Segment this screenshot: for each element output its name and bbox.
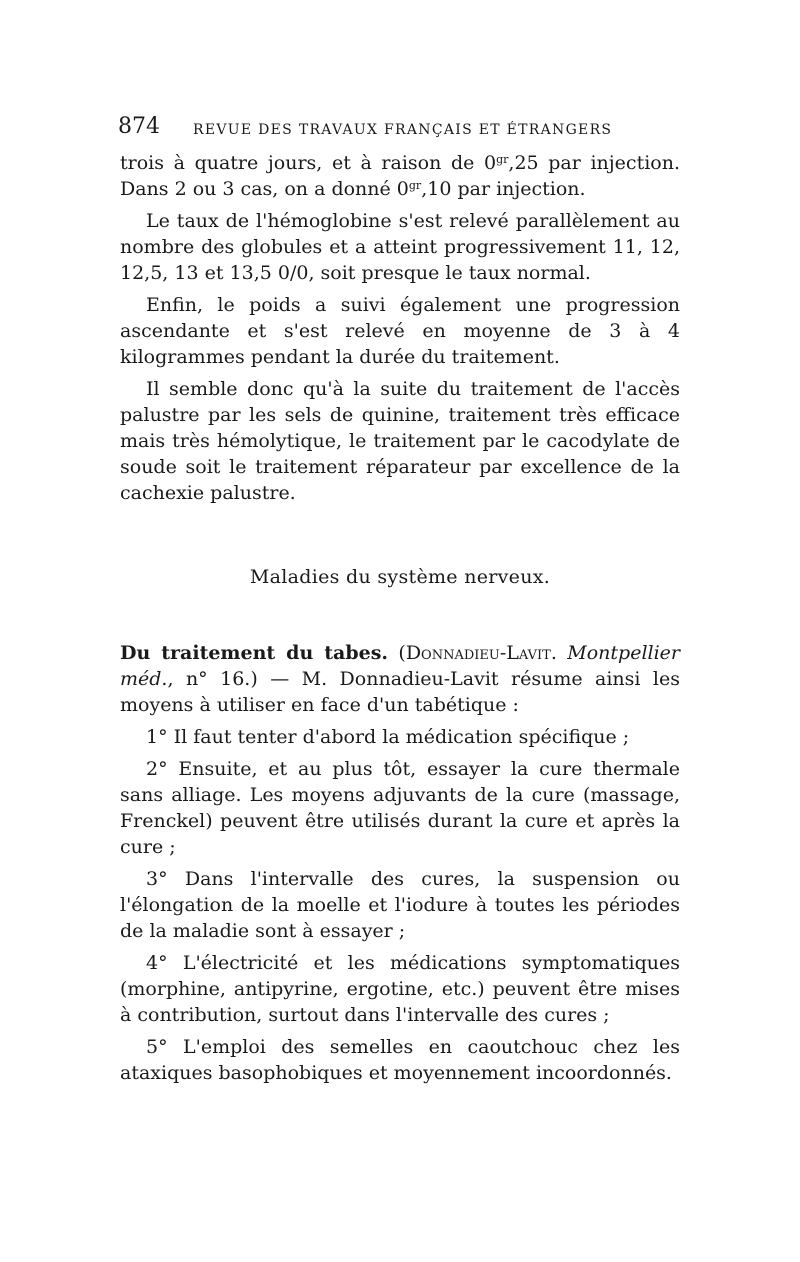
- article-item-4: 4° L'électricité et les médications symptomatiques (morphine, antipyrine, ergotine, etc.) peuvent être mises à contribution, surtout dans l'intervalle des cures ;: [120, 952, 680, 1026]
- article-lead: Du traitement du tabes. (Donnadieu-Lavit. Montpellier méd., n° 16.) — M. Donnadieu-Lavit résume ainsi les moyens à utiliser en face d'un tabétique :: [120, 642, 680, 716]
- section-title: Maladies du système nerveux.: [249, 566, 551, 588]
- article-author: Donnadieu-Lavit: [405, 642, 551, 664]
- running-head: REVUE DES TRAVAUX FRANÇAIS ET ÉTRANGERS: [193, 122, 613, 138]
- article-journal: Montpellier méd.: [120, 642, 680, 690]
- article-item-1: 1° Il faut tenter d'abord la médication spécifique ;: [146, 726, 630, 748]
- paragraph-4: Il semble donc qu'à la suite du traitement de l'accès palustre par les sels de quinine, traitement très efficace mais très hémolytique, le traitement par le cacodylate de soude soit le traitement réparateur par excellence de la cachexie palustre.: [120, 378, 680, 504]
- paragraph-3: Enfin, le poids a suivi également une progression ascendante et s'est relevé en moyenne de 3 à 4 kilogrammes pendant la durée du traitement.: [120, 294, 680, 368]
- page-number: 874: [118, 114, 160, 139]
- page-header: [118, 114, 678, 144]
- article: [120, 640, 680, 1092]
- article-item-2: 2° Ensuite, et au plus tôt, essayer la cure thermale sans alliage. Les moyens adjuvants de la cure (massage, Frenckel) peuvent être utilisés durant la cure et après la cure ;: [120, 758, 680, 858]
- article-title: Du traitement du tabes.: [120, 642, 389, 664]
- paragraph-1: trois à quatre jours, et à raison de $0^{gr},25$ par injection. Dans 2 ou 3 cas, on a donné $0^{gr},10$ par injection.: [120, 152, 680, 200]
- article-item-3: 3° Dans l'intervalle des cures, la suspension ou l'élongation de la moelle et l'iodure à toutes les périodes de la maladie sont à essayer ;: [120, 868, 680, 942]
- continuation-text: [120, 150, 680, 512]
- paragraph-2: Le taux de l'hémoglobine s'est relevé parallèlement au nombre des globules et a atteint progressivement 11, 12, 12,5, 13 et 13,5 0/0, soit presque le taux normal.: [120, 210, 680, 284]
- article-item-5: 5° L'emploi des semelles en caoutchouc chez les ataxiques basophobiques et moyennement incoordonnés.: [120, 1036, 680, 1084]
